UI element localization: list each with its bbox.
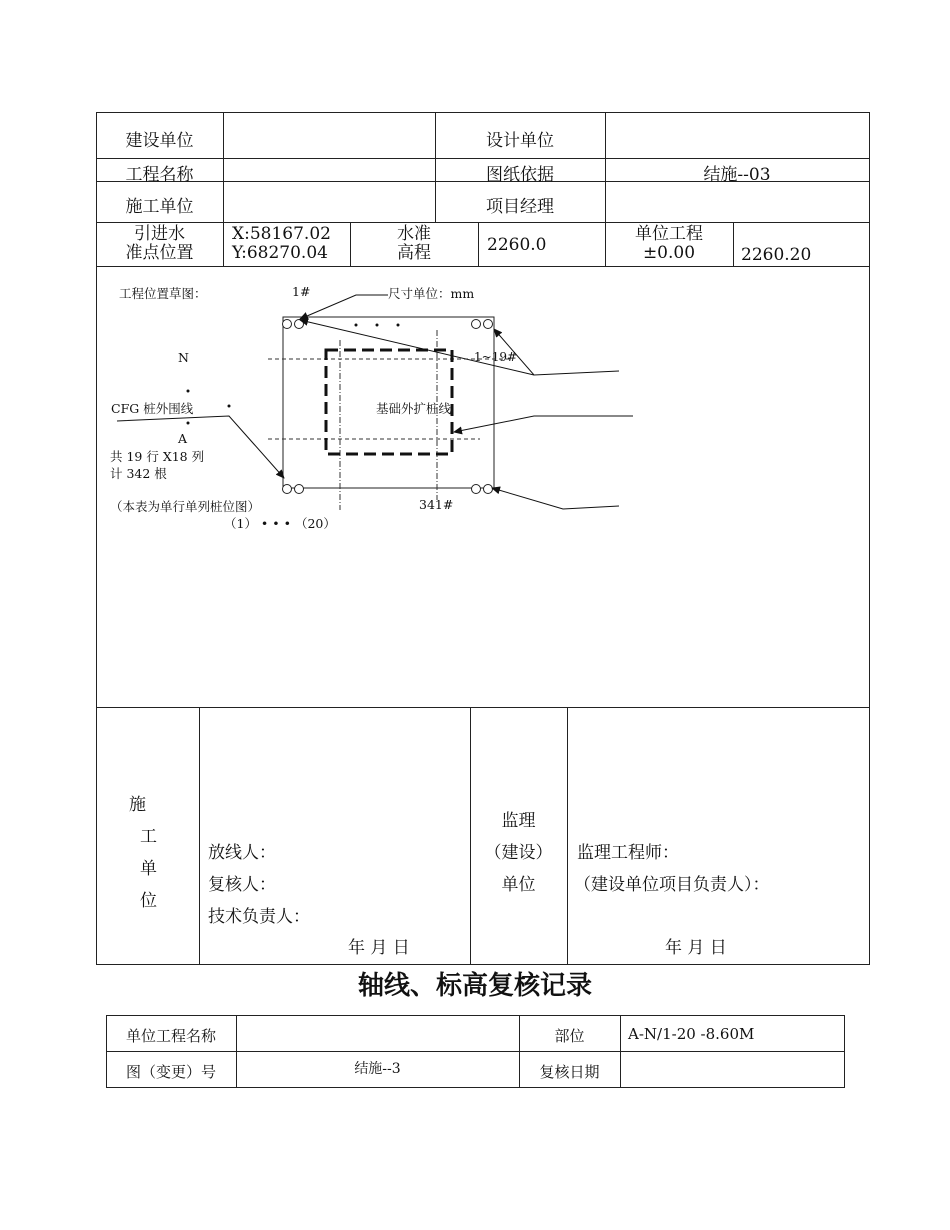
label-project-name: 工程名称 [125, 165, 194, 185]
value-location[interactable]: A-N/1-20 -8.60M [628, 1025, 755, 1043]
cfg-outline-label: CFG 桩外围线 [111, 401, 194, 416]
axis-dot [187, 390, 190, 393]
label-drawing-basis: 图纸依据 [486, 165, 554, 185]
ellipsis-dot [376, 324, 379, 327]
construction-unit-char-2: 工 [140, 827, 157, 847]
supervision-label-line3: 单位 [501, 875, 536, 895]
axis-dot [228, 405, 231, 408]
setter-signature-field[interactable]: 放线人： [208, 843, 276, 863]
ellipsis-dot [355, 324, 358, 327]
pile-circle [484, 320, 493, 329]
arrow-top-right-pile [494, 329, 619, 375]
supervision-label-line2: （建设） [484, 843, 553, 863]
sketch-title: 工程位置草图： [119, 286, 207, 301]
pile-first-label: 1# [292, 284, 311, 299]
pile-circle [472, 320, 481, 329]
label-project-manager: 项目经理 [486, 197, 554, 217]
pile-circle [283, 485, 292, 494]
label-design-unit: 设计单位 [486, 131, 554, 151]
tech-lead-signature-field[interactable]: 技术负责人： [208, 907, 310, 927]
label-construction-owner: 建设单位 [125, 131, 194, 151]
sketch-note: （本表为单行单列桩位图） [110, 499, 261, 514]
construction-unit-char-4: 位 [140, 891, 157, 911]
pile-range-label: 1~19# [474, 350, 518, 364]
pile-circle [295, 485, 304, 494]
column-range: （1） • • • （20） [224, 516, 336, 531]
ellipsis-dot [397, 324, 400, 327]
label-level-line2: 高程 [397, 243, 431, 263]
foundation-outline [326, 350, 452, 454]
owner-rep-signature-field[interactable]: （建设单位项目负责人）： [574, 875, 770, 895]
arrow-foundation-line [454, 416, 633, 432]
arrow-top-left-pile [300, 320, 534, 375]
label-unit-project-name: 单位工程名称 [125, 1027, 216, 1045]
label-unit-line2: ±0.00 [642, 243, 696, 263]
supervisor-signature-field[interactable]: 监理工程师： [577, 843, 679, 863]
record-title: 轴线、标高复核记录 [357, 971, 592, 1001]
value-drawing-number[interactable]: 结施--3 [354, 1061, 401, 1077]
pile-count-line2: 计 342 根 [110, 466, 167, 481]
arrow-first-pile [300, 295, 388, 319]
pile-field-outline [283, 317, 494, 488]
foundation-outline-label: 基础外扩桩线 [376, 401, 452, 416]
label-benchmark-line1: 引进水 [134, 224, 185, 244]
label-construction-unit: 施工单位 [125, 197, 194, 217]
pile-last-label: 341# [419, 497, 454, 512]
date-right-field[interactable]: 年 月 日 [665, 938, 727, 958]
value-unit-zero-elevation[interactable]: 2260.20 [741, 245, 812, 265]
value-level-elevation[interactable]: 2260.0 [487, 235, 547, 255]
north-label: N [178, 350, 189, 365]
pile-count-line1: 共 19 行 X18 列 [110, 449, 205, 464]
arrow-last-pile [492, 488, 619, 509]
pile-circle [484, 485, 493, 494]
checker-signature-field[interactable]: 复核人： [208, 875, 276, 895]
arrow-cfg-outline [117, 416, 284, 478]
label-benchmark-line2: 准点位置 [125, 243, 194, 263]
value-drawing-basis[interactable]: 结施--03 [703, 165, 771, 185]
south-label: A [178, 431, 188, 446]
label-level-line1: 水准 [397, 224, 431, 244]
supervision-label-line1: 监理 [501, 811, 536, 831]
unit-note: 尺寸单位：mm [388, 286, 475, 301]
label-location: 部位 [554, 1027, 585, 1045]
construction-unit-char-1: 施 [129, 795, 146, 815]
label-drawing-number: 图（变更）号 [125, 1063, 216, 1081]
pile-circle [283, 320, 292, 329]
coord-x: X:58167.02 [232, 224, 331, 244]
label-review-date: 复核日期 [539, 1063, 600, 1081]
label-unit-line1: 单位工程 [635, 224, 703, 244]
construction-unit-char-3: 单 [140, 859, 157, 879]
pile-circle [472, 485, 481, 494]
date-left-field[interactable]: 年 月 日 [348, 938, 410, 958]
axis-dot [187, 422, 190, 425]
coord-y: Y:68270.04 [232, 243, 328, 263]
